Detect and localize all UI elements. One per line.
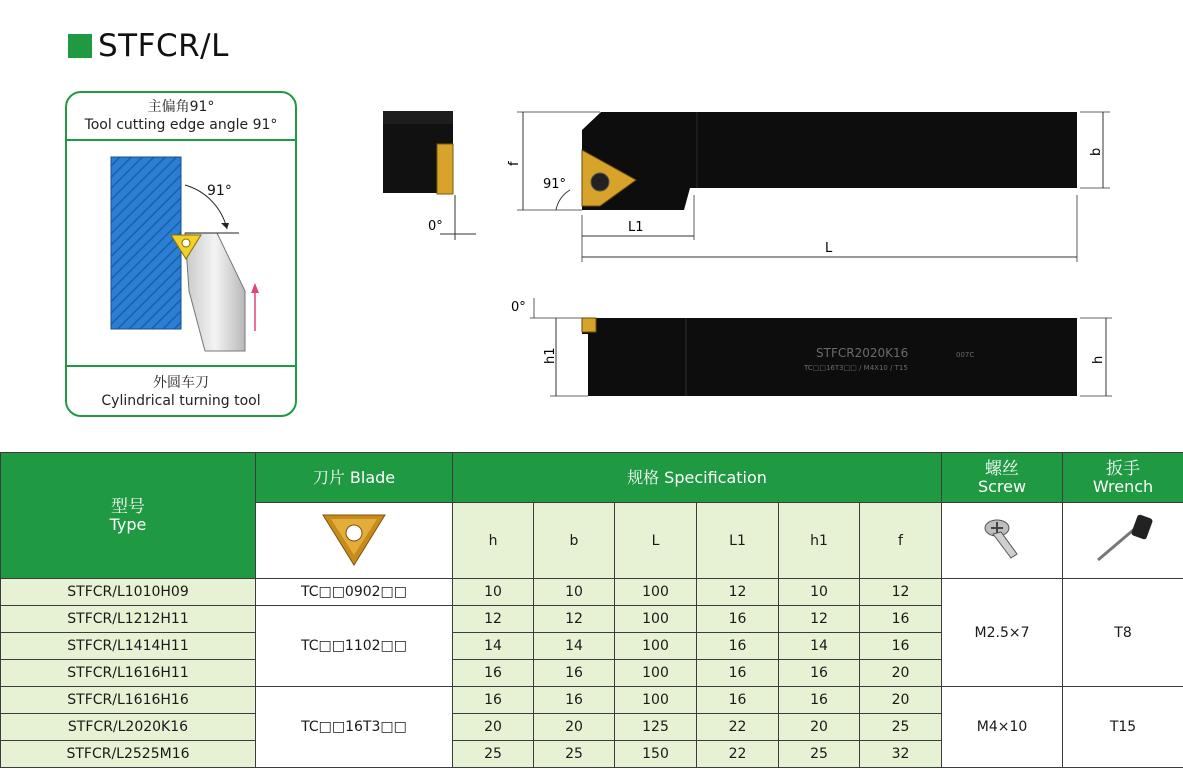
cell-b: 14 <box>534 633 615 660</box>
cell-h1: 16 <box>779 687 860 714</box>
side-view-zero-deg: 0° <box>511 300 526 315</box>
cell-b: 20 <box>534 714 615 741</box>
cell-h: 20 <box>453 714 534 741</box>
top-view <box>507 112 1110 262</box>
cell-L: 100 <box>615 660 697 687</box>
cell-h1: 25 <box>779 741 860 768</box>
cell-h: 16 <box>453 687 534 714</box>
row-type: STFCR/L1616H16 <box>1 687 256 714</box>
col-L: L <box>615 503 697 579</box>
wrench-image-cell <box>1063 503 1183 579</box>
dim-L1: L1 <box>628 220 644 235</box>
header-type: 型号 Type <box>1 453 256 579</box>
cell-h1: 20 <box>779 714 860 741</box>
dim-h: h <box>1091 355 1106 364</box>
cell-b: 16 <box>534 687 615 714</box>
row-type: STFCR/L2525M16 <box>1 741 256 768</box>
screw-icon <box>977 514 1027 564</box>
cell-h: 12 <box>453 606 534 633</box>
angle-zh: 主偏角91° <box>147 99 215 115</box>
screw-cell: M2.5×7 <box>942 579 1063 687</box>
title-text: STFCR/L <box>98 28 229 64</box>
blade-cell: TC□□16T3□□ <box>256 687 453 768</box>
col-h1: h1 <box>779 503 860 579</box>
col-f: f <box>860 503 942 579</box>
side-view-insert <box>582 318 596 332</box>
row-type: STFCR/L1414H11 <box>1 633 256 660</box>
diagram-angle-label: 91° <box>207 183 232 199</box>
dim-f: f <box>507 161 522 166</box>
cell-L: 100 <box>615 633 697 660</box>
row-type: STFCR/L2020K16 <box>1 714 256 741</box>
cell-L1: 22 <box>697 714 779 741</box>
cell-L: 100 <box>615 687 697 714</box>
cell-L: 150 <box>615 741 697 768</box>
cell-b: 12 <box>534 606 615 633</box>
engraving-small: TC□□16T3□□ / M4X10 / T15 <box>804 364 908 372</box>
engraving-code: 007C <box>956 351 975 359</box>
cell-h: 14 <box>453 633 534 660</box>
tool-en: Cylindrical turning tool <box>101 393 261 409</box>
header-spec: 规格 Specification <box>453 453 942 503</box>
cell-L: 100 <box>615 579 697 606</box>
cell-L1: 16 <box>697 606 779 633</box>
top-view-angle-label: 91° <box>543 177 567 192</box>
cell-b: 16 <box>534 660 615 687</box>
wrench-icon <box>1088 512 1158 566</box>
cell-L1: 12 <box>697 579 779 606</box>
cell-h1: 14 <box>779 633 860 660</box>
cell-h: 25 <box>453 741 534 768</box>
end-view <box>383 111 476 240</box>
cell-f: 20 <box>860 687 942 714</box>
col-h: h <box>453 503 534 579</box>
cell-h: 10 <box>453 579 534 606</box>
angle-en: Tool cutting edge angle 91° <box>84 117 278 133</box>
cell-L1: 16 <box>697 687 779 714</box>
blade-cell: TC□□1102□□ <box>256 606 453 687</box>
spec-table <box>0 452 1183 768</box>
header-screw: 螺丝 Screw <box>942 453 1063 503</box>
cell-f: 20 <box>860 660 942 687</box>
dim-b: b <box>1089 147 1104 156</box>
cell-b: 25 <box>534 741 615 768</box>
cell-f: 25 <box>860 714 942 741</box>
wrench-cell: T15 <box>1063 687 1183 768</box>
cell-f: 16 <box>860 633 942 660</box>
row-type: STFCR/L1616H11 <box>1 660 256 687</box>
blade-cell: TC□□0902□□ <box>256 579 453 606</box>
dim-h1: h1 <box>543 347 558 364</box>
cell-f: 12 <box>860 579 942 606</box>
cell-L: 125 <box>615 714 697 741</box>
cell-f: 32 <box>860 741 942 768</box>
cell-h1: 10 <box>779 579 860 606</box>
row-type: STFCR/L1212H11 <box>1 606 256 633</box>
blade-image-cell <box>256 503 453 579</box>
cell-L1: 22 <box>697 741 779 768</box>
screw-cell: M4×10 <box>942 687 1063 768</box>
cell-L: 100 <box>615 606 697 633</box>
cell-h1: 12 <box>779 606 860 633</box>
row-type: STFCR/L1010H09 <box>1 579 256 606</box>
cell-f: 16 <box>860 606 942 633</box>
engraving-model: STFCR2020K16 <box>816 346 909 360</box>
wrench-cell: T8 <box>1063 579 1183 687</box>
dim-L: L <box>825 241 833 256</box>
blade-insert-icon <box>319 509 389 569</box>
side-view <box>511 298 1112 396</box>
header-blade: 刀片 Blade <box>256 453 453 503</box>
cell-b: 10 <box>534 579 615 606</box>
col-L1: L1 <box>697 503 779 579</box>
screw-image-cell <box>942 503 1063 579</box>
end-view-zero-deg: 0° <box>428 219 443 234</box>
cell-L1: 16 <box>697 660 779 687</box>
cell-L1: 16 <box>697 633 779 660</box>
cell-h: 16 <box>453 660 534 687</box>
col-b: b <box>534 503 615 579</box>
tool-zh: 外圆车刀 <box>153 375 209 391</box>
cell-h1: 16 <box>779 660 860 687</box>
header-wrench: 扳手 Wrench <box>1063 453 1183 503</box>
